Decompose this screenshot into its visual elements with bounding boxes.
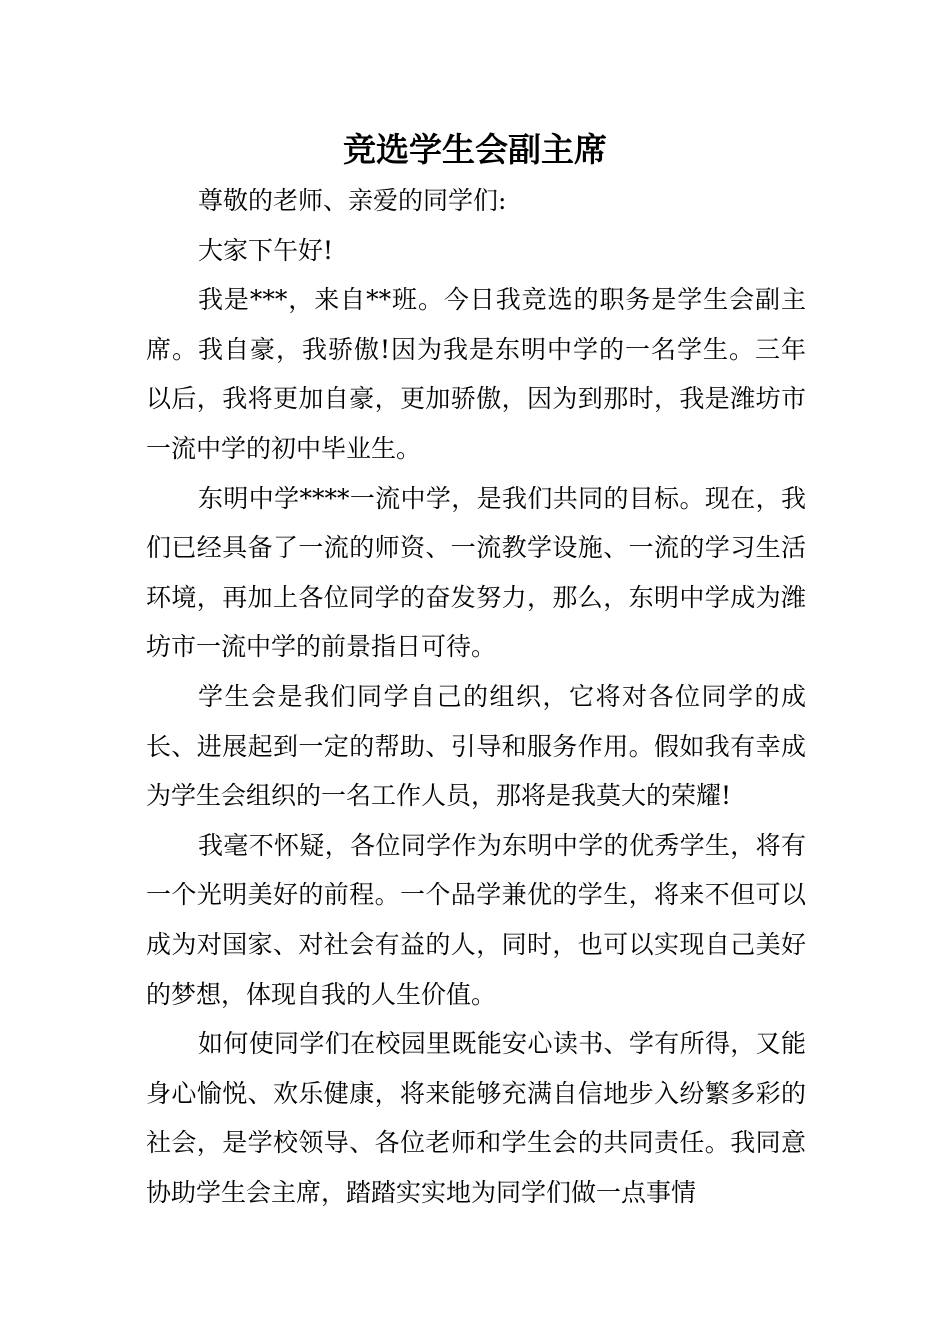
paragraph-responsibility: 如何使同学们在校园里既能安心读书、学有所得，又能身心愉悦、欢乐健康，将来能够充满自信地步入纷繁多彩的社会，是学校领导、各位老师和学生会的共同责任。我同意协助学生会主席，踏踏实实地为同学们做一点事情	[146, 1029, 806, 1207]
paragraph-introduction: 我是***，来自**班。今日我竞选的职务是学生会副主席。我自豪，我骄傲!因为我是东明中学的一名学生。三年以后，我将更加自豪，更加骄傲，因为到那时，我是潍坊市一流中学的初中毕业生。	[146, 285, 806, 463]
document-body	[146, 176, 806, 1217]
greeting: 大家下午好!	[198, 235, 334, 265]
paragraph-future: 我毫不怀疑，各位同学作为东明中学的优秀学生，将有一个光明美好的前程。一个品学兼优的学生，将来不但可以成为对国家、对社会有益的人，同时，也可以实现自己美好的梦想，体现自我的人生价值。	[146, 830, 806, 1009]
document-title: 竞选学生会副主席	[343, 130, 607, 169]
salutation: 尊敬的老师、亲爱的同学们:	[198, 186, 507, 215]
paragraph-student-union: 学生会是我们同学自己的组织，它将对各位同学的成长、进展起到一定的帮助、引导和服务作用。假如我有幸成为学生会组织的一名工作人员，那将是我莫大的荣耀!	[146, 681, 806, 811]
paragraph-school-goal: 东明中学****一流中学，是我们共同的目标。现在，我们已经具备了一流的师资、一流教学设施、一流的学习生活环境，再加上各位同学的奋发努力，那么，东明中学成为潍坊市一流中学的前景指日可待。	[146, 483, 806, 662]
